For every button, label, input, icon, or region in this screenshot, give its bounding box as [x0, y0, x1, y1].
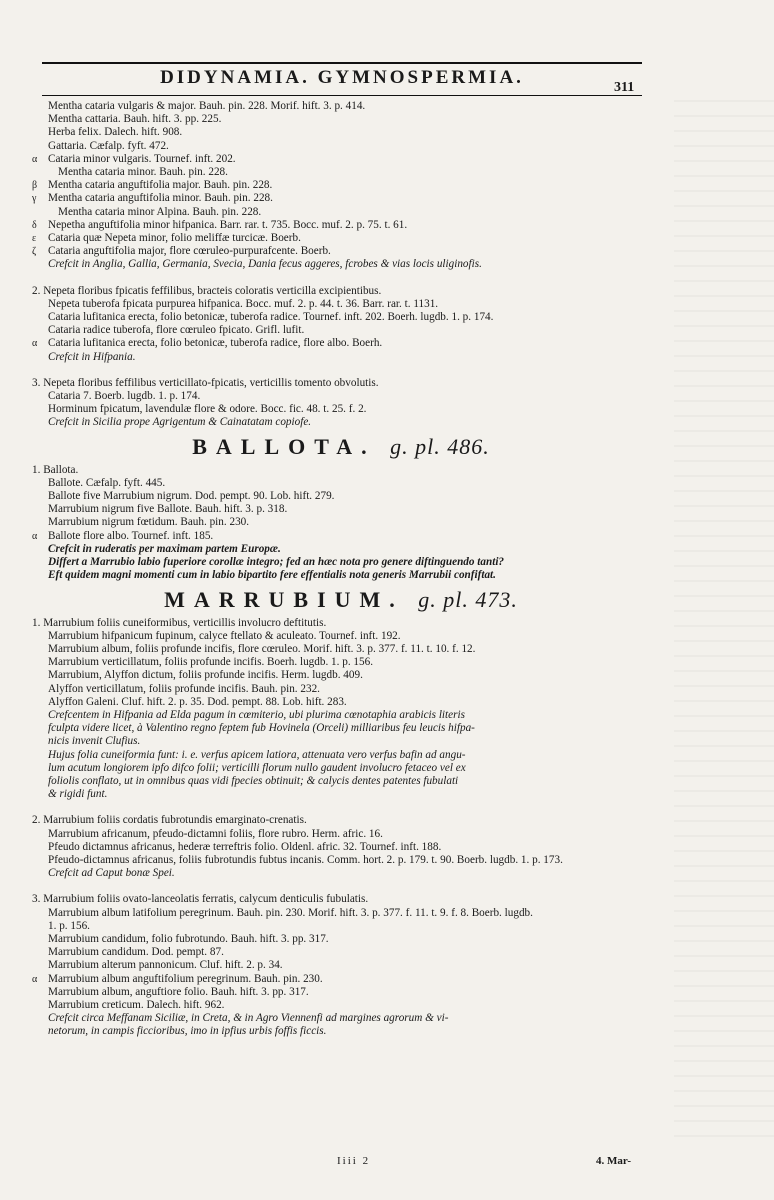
synonym-line	[32, 245, 650, 258]
paragraph-gap	[32, 801, 650, 814]
synonym-line	[32, 232, 650, 245]
line-text: 2. Marrubium foliis cordatis fubrotundis emarginato-crenatis.	[32, 814, 307, 827]
synonym-line	[32, 775, 650, 788]
line-text: Marrubium nigrum five Ballote. Bauh. hift. 3. p. 318.	[48, 503, 288, 516]
synonym-line	[32, 516, 650, 529]
variety-mark: α	[32, 338, 38, 350]
line-text: Alyffon Galeni. Cluf. hift. 2. p. 35. Dod. pempt. 88. Lob. hift. 283.	[48, 695, 347, 708]
line-text: Differt a Marrubio labio fuperiore corollæ integro; fed an hæc nota pro genere diftinguendo tanti?	[48, 556, 505, 569]
line-text: Pfeudo dictamnus africanus, hederæ terreftris folio. Oldenl. afric. 32. Tournef. inft. 188.	[48, 840, 442, 853]
synonym-line	[32, 696, 650, 709]
line-text: Marrubium album, anguftiore folio. Bauh. hift. 3. pp. 317.	[48, 985, 309, 998]
synonym-line	[32, 311, 650, 324]
synonym-line	[32, 973, 650, 986]
line-text: Marrubium creticum. Dalech. hift. 962.	[48, 998, 225, 1011]
show-through-text	[674, 100, 774, 1140]
genus-heading	[32, 430, 650, 464]
line-text: Alyffon verticillatum, foliis profunde incifis. Bauh. pin. 232.	[48, 682, 320, 695]
variety-mark: γ	[32, 193, 37, 205]
synonym-line	[32, 683, 650, 696]
line-text: Crefcit in ruderatis per maximam partem Europæ.	[48, 542, 281, 555]
synonym-line	[32, 126, 650, 139]
line-text: nicis invenit Clufius.	[48, 735, 141, 748]
synonym-line	[32, 867, 650, 880]
synonym-line	[32, 933, 650, 946]
line-text: Pfeudo-dictamnus africanus, foliis fubrotundis fubtus incanis. Comm. hort. 2. p. 179. t. 90. Boerb. lugdb. 1. p. 173.	[48, 853, 563, 866]
line-text: foliolis conflato, ut in omnibus quas vidi fpecies obtinuit; & calycis dentes patentes fubulati	[48, 774, 459, 787]
synonym-line	[32, 556, 650, 569]
line-text: Crefcentem in Hifpania ad Elda pagum in cœmiterio, ubi plurima cœnotaphia arabicis literis	[48, 708, 465, 721]
line-text: Marrubium candidum, folio fubrotundo. Bauh. hift. 3. pp. 317.	[48, 932, 329, 945]
line-text: Cataria lufitanica erecta, folio betonicæ, tuberofa radice. Tournef. inft. 202. Boerh. lugdb. 1. p. 174.	[48, 311, 494, 324]
species-diagnosis	[32, 464, 650, 477]
synonym-line	[32, 206, 650, 219]
line-text: Mentha cataria anguftifolia major. Bauh. pin. 228.	[48, 179, 273, 192]
synonym-line	[32, 999, 650, 1012]
line-text: fculpta videre licet, à Valentino regno feptem fub Hovinela (Orceli) milliaribus feu leucis hifpa-	[48, 722, 475, 735]
line-text: Crefcit in Hifpania.	[48, 350, 136, 363]
header-rule-top	[42, 62, 642, 64]
line-text: Marrubium album anguftifolium peregrinum. Bauh. pin. 230.	[48, 972, 323, 985]
paragraph-gap	[32, 272, 650, 285]
line-text: Cataria radice tuberofa, flore cœruleo fpicato. Grifl. lufit.	[48, 324, 305, 337]
line-text: Marrubium verticillatum, foliis profunde incifis. Boerh. lugdb. 1. p. 156.	[48, 656, 374, 669]
synonym-line	[32, 1025, 650, 1038]
line-text: Hujus folia cuneiformia funt: i. e. verfus apicem latiora, attenuata vero verfus bafin ad angu-	[48, 748, 466, 761]
line-text: 1. Ballota.	[32, 463, 79, 476]
line-text: Crefcit ad Caput bonæ Spei.	[48, 867, 175, 880]
synonym-line	[32, 946, 650, 959]
signature-mark: Iiii 2	[337, 1155, 371, 1167]
line-text: Marrubium hifpanicum fupinum, calyce ftellato & aculeato. Tournef. inft. 192.	[48, 629, 401, 642]
synonym-line	[32, 100, 650, 113]
line-text: Mentha cattaria. Bauh. hift. 3. pp. 225.	[48, 113, 222, 126]
synonym-line	[32, 113, 650, 126]
line-text: Mentha cataria anguftifolia minor. Bauh. pin. 228.	[48, 192, 273, 205]
species-diagnosis	[32, 285, 650, 298]
variety-mark: β	[32, 180, 38, 192]
synonym-line	[32, 503, 650, 516]
line-text: 2. Nepeta floribus fpicatis feffilibus, bracteis coloratis verticilla excipientibus.	[32, 284, 382, 297]
line-text: Nepetha anguftifolia minor hifpanica. Barr. rar. t. 735. Bocc. muf. 2. p. 75. t. 61.	[48, 218, 408, 231]
synonym-line	[32, 959, 650, 972]
line-text: 1. p. 156.	[48, 919, 90, 932]
synonym-line	[32, 530, 650, 543]
variety-mark: ε	[32, 233, 37, 245]
line-text: 1. Marrubium foliis cuneiformibus, verticillis involucro deftitutis.	[32, 616, 327, 629]
line-text: netorum, in campis ficcioribus, imo in ipfius urbis foffis ficcis.	[48, 1025, 327, 1038]
line-text: Eft quidem magni momenti cum in labio bipartito fere effentialis nota generis Marrubii confiftat.	[48, 569, 496, 582]
synonym-line	[32, 258, 650, 271]
synonym-line	[32, 390, 650, 403]
synonym-line	[32, 569, 650, 582]
line-text: Marrubium album, foliis profunde incifis, flore cœruleo. Morif. hift. 3. p. 377. f. 11. t. 10. f. 12.	[48, 642, 476, 655]
line-text: Cataria anguftifolia major, flore cœruleo-purpurafcente. Boerb.	[48, 245, 331, 258]
synonym-line	[32, 841, 650, 854]
line-text: Herba felix. Dalech. hift. 908.	[48, 126, 183, 139]
running-head-title: DIDYNAMIA. GYMNOSPERMIA.	[160, 67, 524, 88]
synonym-line	[32, 722, 650, 735]
synonym-line	[32, 219, 650, 232]
line-text: Ballote. Cæfalp. fyft. 445.	[48, 476, 166, 489]
synonym-line	[32, 709, 650, 722]
line-text: Crefcit in Sicilia prope Agrigentum & Cainatatam copiofe.	[48, 416, 312, 429]
species-diagnosis	[32, 814, 650, 827]
line-text: Horminum fpicatum, lavendulæ flore & odore. Bocc. fic. 48. t. 25. f. 2.	[48, 403, 367, 416]
line-text: Mentha cataria vulgaris & major. Bauh. pin. 228. Morif. hift. 3. p. 414.	[48, 100, 366, 112]
synonym-line	[32, 416, 650, 429]
line-text: Cataria quæ Nepeta minor, folio meliffæ turcicæ. Boerb.	[48, 232, 301, 245]
line-text: Cataria minor vulgaris. Tournef. inft. 202.	[48, 152, 236, 165]
paragraph-gap	[32, 880, 650, 893]
synonym-line	[32, 749, 650, 762]
synonym-line	[32, 986, 650, 999]
synonym-line	[32, 920, 650, 933]
line-text: Ballote flore albo. Tournef. inft. 185.	[48, 529, 214, 542]
variety-mark: α	[32, 530, 38, 542]
genus-heading	[32, 583, 650, 617]
variety-mark: δ	[32, 219, 37, 231]
line-text: Crefcit circa Meffanam Siciliæ, in Creta, & in Agro Viennenfi ad margines agrorum & vi-	[48, 1012, 449, 1025]
line-text: Marrubium alterum pannonicum. Cluf. hift. 2. p. 34.	[48, 959, 283, 972]
header-rule-bottom	[42, 95, 642, 96]
line-text: Marrubium nigrum fœtidum. Bauh. pin. 230.	[48, 516, 250, 529]
line-text: Marrubium africanum, pfeudo-dictamni foliis, flore rubro. Herm. afric. 16.	[48, 827, 383, 840]
paragraph-gap	[32, 364, 650, 377]
species-diagnosis	[32, 893, 650, 906]
variety-mark: α	[32, 973, 38, 985]
line-text: Cataria 7. Boerb. lugdb. 1. p. 174.	[48, 390, 201, 403]
genus-name: BALLOTA.	[192, 433, 376, 459]
line-text: Marrubium album latifolium peregrinum. Bauh. pin. 230. Morif. hift. 3. p. 377. f. 11. t. 9. f. 8. Boerb. lugdb.	[48, 906, 533, 919]
line-text: Ballote five Marrubium nigrum. Dod. pempt. 90. Lob. hift. 279.	[48, 490, 335, 503]
line-text: Marrubium candidum. Dod. pempt. 87.	[48, 946, 224, 959]
synonym-line	[32, 788, 650, 801]
synonym-line	[32, 351, 650, 364]
variety-mark: ζ	[32, 246, 37, 258]
species-diagnosis	[32, 377, 650, 390]
genus-name: MARRUBIUM.	[164, 586, 404, 612]
synonym-line	[32, 403, 650, 416]
synonym-line	[32, 854, 650, 867]
synonym-line	[32, 324, 650, 337]
synonym-line	[32, 140, 650, 153]
running-head	[42, 62, 642, 96]
synonym-line	[32, 490, 650, 503]
line-text: Mentha cataria minor Alpina. Bauh. pin. 228.	[58, 205, 262, 218]
synonym-line	[32, 543, 650, 556]
synonym-line	[32, 762, 650, 775]
line-text: Cataria lufitanica erecta, folio betonicæ, tuberofa radice, flore albo. Boerh.	[48, 337, 383, 350]
synonym-line	[32, 735, 650, 748]
synonym-line	[32, 1012, 650, 1025]
synonym-line	[32, 153, 650, 166]
line-text: Marrubium, Alyffon dictum, foliis profunde incifis. Herm. lugdb. 409.	[48, 669, 363, 682]
synonym-line	[32, 179, 650, 192]
line-text: Mentha cataria minor. Bauh. pin. 228.	[58, 166, 228, 179]
line-text: Crefcit in Anglia, Gallia, Germania, Svecia, Dania fecus aggeres, fcrobes & vias locis uliginofis.	[48, 258, 482, 271]
genus-reference: g. pl. 486.	[390, 433, 490, 459]
synonym-line	[32, 630, 650, 643]
synonym-line	[32, 643, 650, 656]
genus-reference: g. pl. 473.	[418, 586, 518, 612]
line-text: Gattaria. Cæfalp. fyft. 472.	[48, 139, 169, 152]
line-text: Nepeta tuberofa fpicata purpurea hifpanica. Bocc. muf. 2. p. 44. t. 36. Barr. rar. t. 1131.	[48, 297, 439, 310]
synonym-line	[32, 192, 650, 205]
synonym-line	[32, 298, 650, 311]
synonym-line	[32, 656, 650, 669]
synonym-line	[32, 907, 650, 920]
line-text: 3. Marrubium foliis ovato-lanceolatis ferratis, calycum denticulis fubulatis.	[32, 893, 369, 906]
synonym-line	[32, 477, 650, 490]
synonym-line	[32, 669, 650, 682]
synonym-line	[32, 828, 650, 841]
catchword: 4. Mar-	[596, 1155, 632, 1167]
synonym-line	[32, 166, 650, 179]
line-text: & rigidi funt.	[48, 788, 108, 801]
line-text: lum acutum longiorem ipfo difco folii; verticilli florum nullo gaudent involucro fetaceo vel ex	[48, 761, 466, 774]
variety-mark: α	[32, 153, 38, 165]
synonym-line	[32, 337, 650, 350]
species-diagnosis	[32, 617, 650, 630]
line-text: 3. Nepeta floribus feffilibus verticillato-fpicatis, verticillis tomento obvolutis.	[32, 376, 379, 389]
page-body	[32, 100, 650, 1039]
page-number: 311	[614, 80, 635, 95]
